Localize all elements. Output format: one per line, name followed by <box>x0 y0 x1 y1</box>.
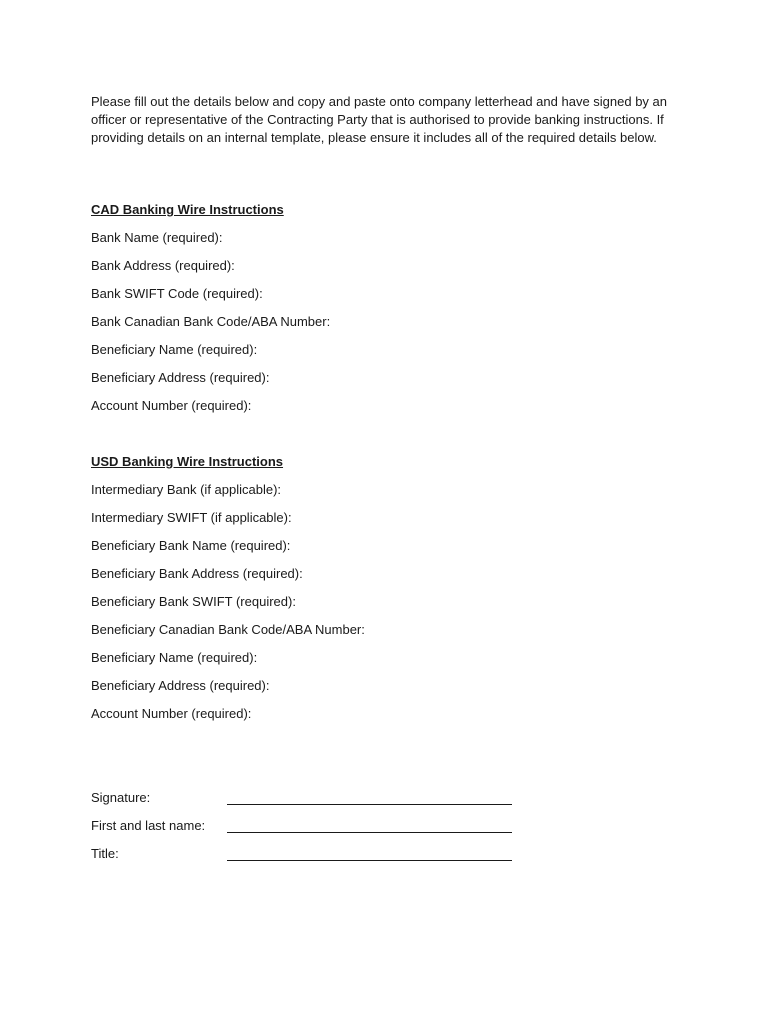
first-last-name-line <box>227 832 512 833</box>
cad-field-bank-code: Bank Canadian Bank Code/ABA Number: <box>91 314 331 329</box>
usd-field-beneficiary-bank-swift: Beneficiary Bank SWIFT (required): <box>91 594 296 609</box>
cad-field-bank-address: Bank Address (required): <box>91 258 235 273</box>
usd-field-intermediary-swift: Intermediary SWIFT (if applicable): <box>91 510 292 525</box>
title-label: Title: <box>91 846 119 861</box>
usd-field-beneficiary-bank-name: Beneficiary Bank Name (required): <box>91 538 291 553</box>
usd-section-heading: USD Banking Wire Instructions <box>91 454 284 469</box>
usd-field-beneficiary-bank-address: Beneficiary Bank Address (required): <box>91 566 303 581</box>
cad-field-account-number: Account Number (required): <box>91 398 252 413</box>
usd-field-intermediary-bank: Intermediary Bank (if applicable): <box>91 482 282 497</box>
cad-field-beneficiary-name: Beneficiary Name (required): <box>91 342 258 357</box>
signature-label: Signature: <box>91 790 151 805</box>
intro-paragraph: Please fill out the details below and copy and paste onto company letterhead and have signed by an officer or representative of the Contracting Party that is authorised to provide banking instructions. If providing details on an internal template, please ensure it includes all of the required details below. <box>91 94 668 145</box>
signature-line <box>227 804 512 805</box>
usd-field-beneficiary-name: Beneficiary Name (required): <box>91 650 258 665</box>
cad-section-heading: CAD Banking Wire Instructions <box>91 202 284 217</box>
cad-field-beneficiary-address: Beneficiary Address (required): <box>91 370 270 385</box>
usd-field-account-number: Account Number (required): <box>91 706 252 721</box>
usd-field-beneficiary-address: Beneficiary Address (required): <box>91 678 270 693</box>
cad-field-bank-swift: Bank SWIFT Code (required): <box>91 286 263 301</box>
title-line <box>227 860 512 861</box>
cad-field-bank-name: Bank Name (required): <box>91 230 223 245</box>
usd-field-bank-code: Beneficiary Canadian Bank Code/ABA Number: <box>91 622 365 637</box>
first-last-name-label: First and last name: <box>91 818 206 833</box>
